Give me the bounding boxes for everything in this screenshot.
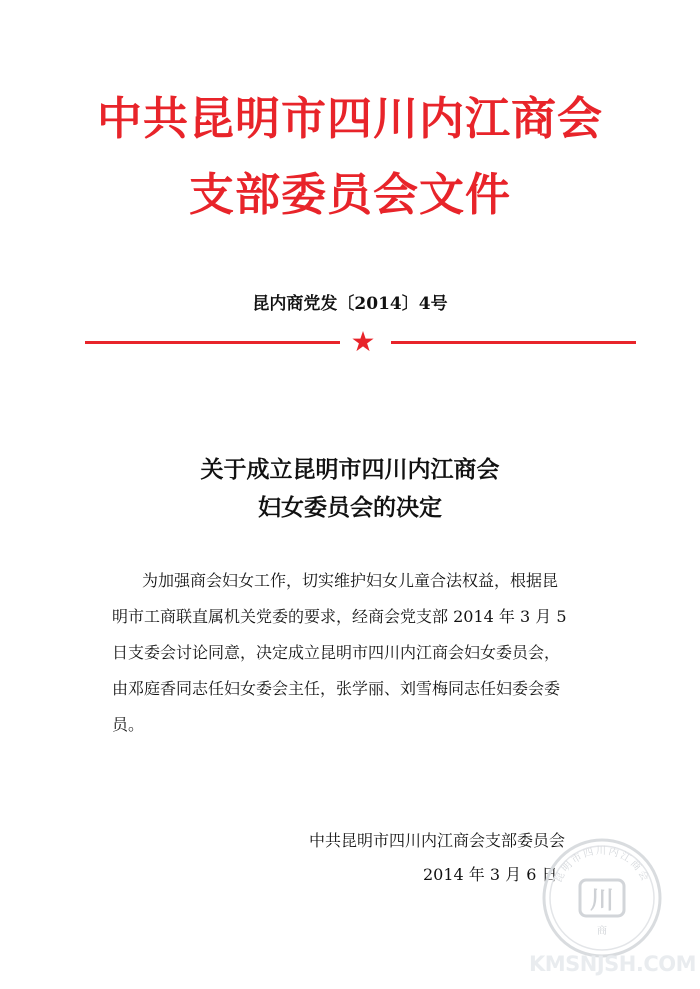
document-header-line-2: 支部委员会文件	[188, 168, 511, 221]
red-divider-right	[391, 341, 636, 344]
star-icon	[351, 330, 375, 354]
body-text-line: 日支委会讨论同意，决定成立昆明市四川内江商会妇女委员会，	[112, 643, 561, 662]
body-text-line: 员。	[112, 715, 145, 734]
signature-organization: 中共昆明市四川内江商会支部委员会	[309, 831, 566, 850]
body-text-line: 为加强商会妇女工作，切实维护妇女儿童合法权益，根据昆	[142, 571, 559, 590]
body-text-line: 由邓庭香同志任妇女委会主任，张学丽、刘雪梅同志任妇委会委	[112, 679, 561, 698]
document-number: 昆内商党发〔2014〕4号	[252, 294, 448, 314]
red-divider-left	[85, 341, 340, 344]
body-text-line: 明市工商联直属机关党委的要求，经商会党支部 2014 年 3 月 5	[112, 607, 567, 626]
seal-bottom-text: 商	[597, 926, 607, 937]
document-title-line-1: 关于成立昆明市四川内江商会	[200, 456, 500, 483]
site-watermark: KMSNJSH.COM	[528, 952, 696, 976]
document-title-line-2: 妇女委员会的决定	[258, 494, 442, 521]
seal-ring-text: 昆明市四川内江商会	[553, 846, 651, 885]
signature-date: 2014 年 3 月 6 日	[423, 865, 558, 884]
seal-center-text: 川	[590, 885, 614, 914]
seal-icon	[540, 836, 664, 960]
document-header-line-1: 中共昆明市四川内江商会	[96, 92, 603, 145]
